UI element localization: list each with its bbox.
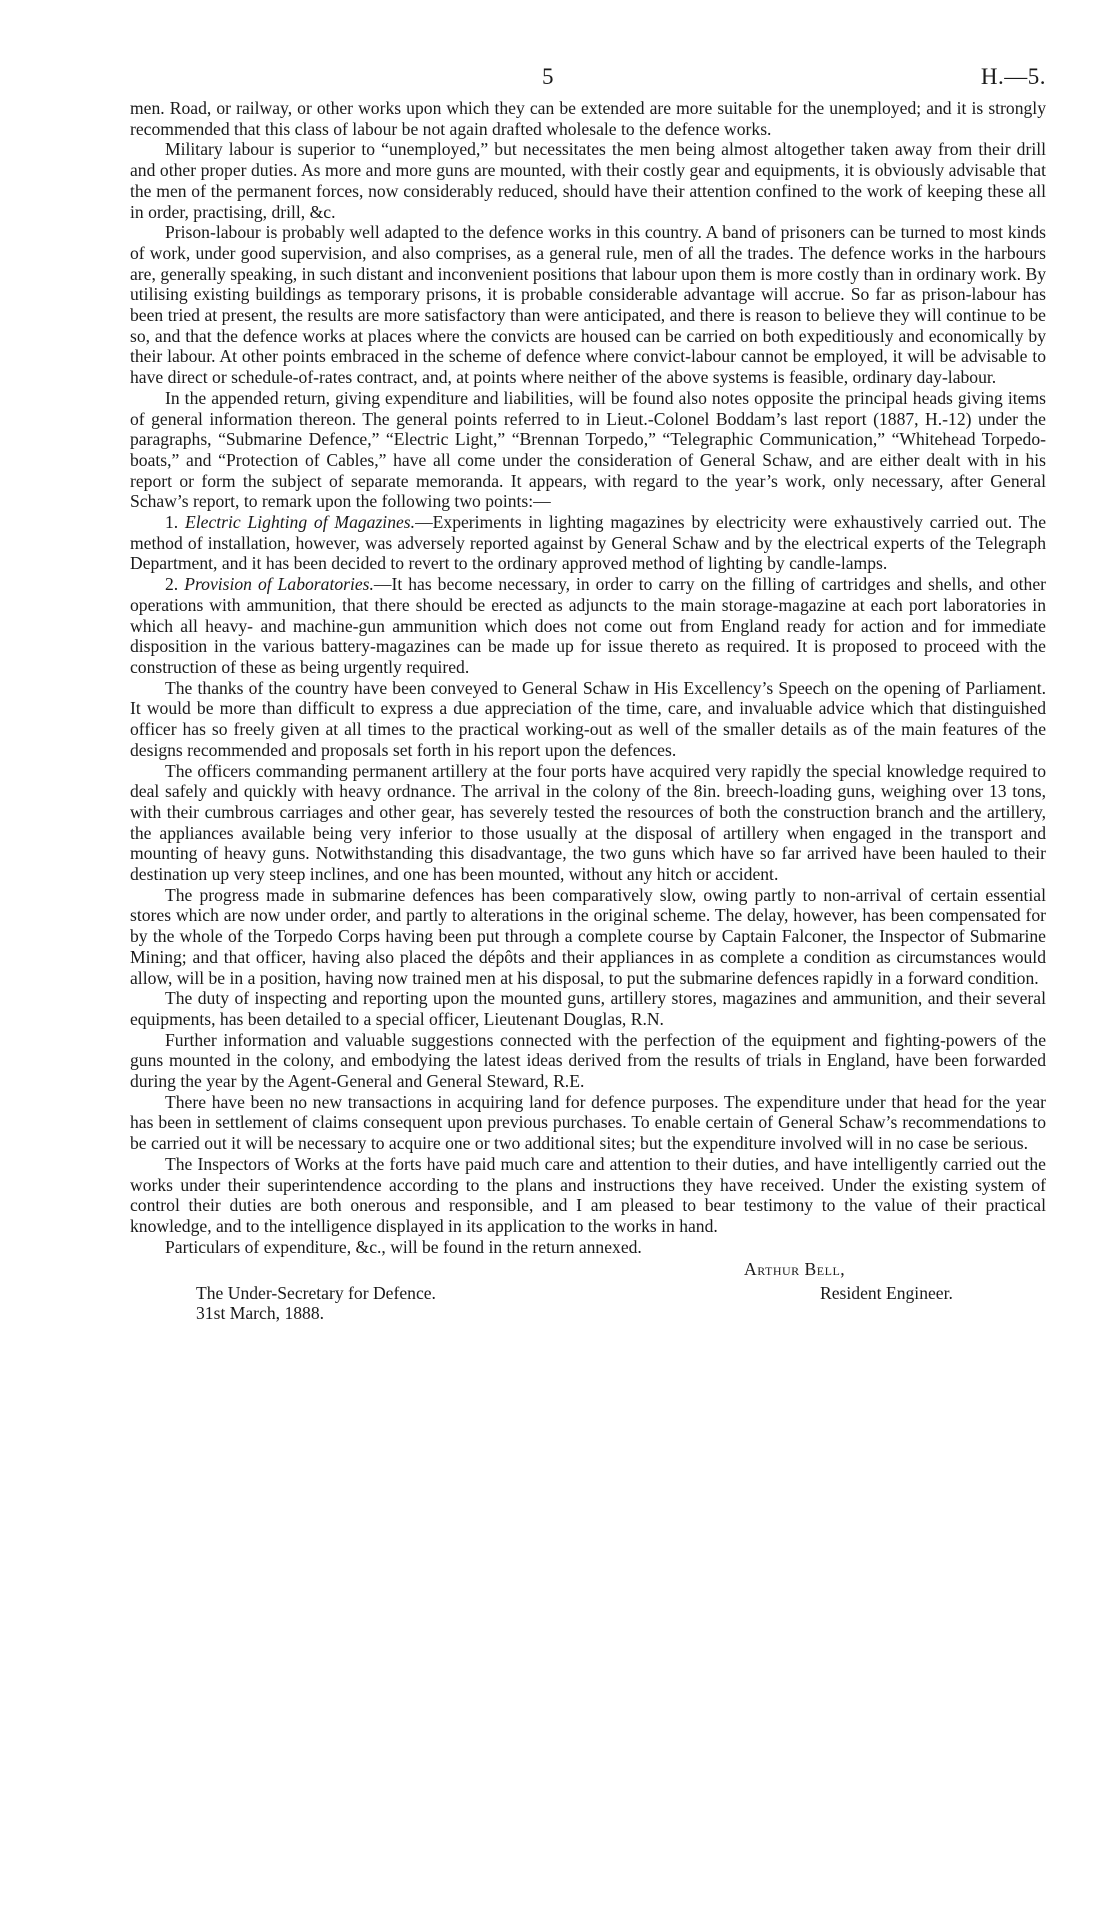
paragraph-permanent-artillery: The officers commanding permanent artillery at the four ports have acquired very rapidly the special knowledge required to deal safely and quickly with heavy ordnance. The arrival in the colony of the 8in. breech-loading guns, weighing over 13 tons, with their cumbrous carriages and other gear, has severely tested the resources of both the construction branch and the artillery, the appliances available being very inferior to those usually at the disposal of artillery when engaged in the transport and mounting of heavy guns. Notwithstanding this disadvantage, the two guns which have so far arrived have been hauled to their destination up very steep inclines, and one has been mounted, without any hitch or accident. (130, 760, 1046, 885)
point-text: —Experiments in lighting magazines by electricity were exhaustively carried out. The method of installation, however, was adversely reported against by General Schaw and by the electrical experts of the Telegraph Department, and it has been decided to revert to the ordinary approved method of lighting by candle-lamps. (130, 512, 1047, 574)
addressee: The Under-Secretary for Defence. (196, 1283, 436, 1304)
paper-reference: H.—5. (980, 64, 1046, 89)
paragraph-submarine-defences: The progress made in submarine defences has been comparatively slow, owing partly to non-arrival of certain essential stores which are now under order, and partly to alterations in the original scheme. The delay, however, has been compensated for by the whole of the Torpedo Corps having been put through a complete course by Captain Falconer, the Inspector of Submarine Mining; and that officer, having also placed the dépôts and their appliances in as complete a condition as circumstances would allow, will be in a position, having now trained men at his disposal, to put the submarine defences rapidly in a forward condition. (130, 884, 1046, 988)
point-electric-lighting (130, 512, 1046, 574)
point-laboratories (130, 574, 1046, 678)
paragraph-inspectors-of-works: The Inspectors of Works at the forts have paid much care and attention to their duties, and have intelligently carried out the works under their superintendence according to the plans and instructions they have received. Under the existing system of control their duties are both onerous and responsible, and I am pleased to bear testimony to the value of their practical knowledge, and to the intelligence displayed in its application to the works in hand. (130, 1153, 1046, 1236)
page-number: 5 (542, 64, 554, 89)
paragraph-prison-labour: Prison-labour is probably well adapted to the defence works in this country. A band of prisoners can be turned to most kinds of work, under good supervision, and also comprises, as a general rule, men of all the trades. The defence works in the harbours are, generally speaking, in such distant and inconvenient positions that labour upon them is more costly than in ordinary work. By utilising existing buildings as temporary prisons, it is probable considerable advantage will accrue. So far as prison-labour has been tried at present, the results are more satisfactory than were anticipated, and there is reason to believe they will continue to be so, and that the defence works at places where the convicts are housed can be carried on both expeditiously and economically by their labour. At other points embraced in the scheme of defence where convict-labour cannot be employed, it will be advisable to have direct or schedule-of-rates contract, and, at points where neither of the above systems is feasible, ordinary day-labour. (130, 222, 1046, 388)
paragraph-appended-return: In the appended return, giving expenditure and liabilities, will be found also notes opposite the principal heads giving items of general information thereon. The general points referred to in Lieut.-Colonel Boddam’s last report (1887, H.-12) under the paragraphs, “Submarine Defence,” “Electric Light,” “Brennan Torpedo,” “Telegraphic Communication,” “Whitehead Torpedoboats,” and “Protection of Cables,” have all come under the consideration of General Schaw, and are either dealt with in his report or form the subject of separate memoranda. It appears, with regard to the year’s work, only necessary, after General Schaw’s report, to remark upon the following two points:— (130, 387, 1046, 512)
paragraph-military-labour: Military labour is superior to “unemployed,” but necessitates the men being almost altogether taken away from their drill and other proper duties. As more and more guns are mounted, with their costly gear and equipments, it is obviously advisable that the men of the permanent forces, now considerably reduced, should have their attention confined to the work of keeping these all in order, practising, drill, &c. (130, 139, 1046, 222)
point-title: Electric Lighting of Magazines. (185, 512, 416, 533)
document-page (130, 64, 1046, 1323)
page-header (130, 64, 1046, 98)
signatory-title: Resident Engineer. (820, 1283, 953, 1304)
point-number: 1. (165, 512, 179, 533)
document-date: 31st March, 1888. (196, 1303, 325, 1324)
point-text: —It has become necessary, in order to carry on the filling of cartridges and shells, and other operations with ammunition, that there should be erected as adjuncts to the main storage-magazine at each port laboratories in which all heavy- and machine-gun ammunition which does not come out from England ready for action and for immediate disposition in the various battery-magazines can be made up for issue thereto as required. It is proposed to proceed with the construction of these as being urgently required. (130, 574, 1046, 677)
paragraph-land-acquisition: There have been no new transactions in acquiring land for defence purposes. The expenditure under that head for the year has been in settlement of claims consequent upon previous purchases. To enable certain of General Schaw’s recommendations to be carried out it will be necessary to acquire one or two additional sites; but the expenditure involved will in no case be serious. (130, 1091, 1046, 1154)
point-number: 2. (165, 574, 179, 595)
paragraph-unemployed-labour: men. Road, or railway, or other works upon which they can be extended are more suitable for the unemployed; and it is strongly recommended that this class of labour be not again drafted wholesale to the defence works. (130, 98, 1046, 139)
paragraph-particulars: Particulars of expenditure, &c., will be found in the return annexed. (165, 1236, 642, 1257)
paragraph-further-information: Further information and valuable suggestions connected with the perfection of the equipment and fighting-powers of the guns mounted in the colony, and embodying the latest ideas derived from the results of trials in England, have been forwarded during the year by the Agent-General and General Steward, R.E. (130, 1029, 1046, 1092)
signature-block (130, 1257, 1046, 1323)
point-title: Provision of Laboratories. (184, 574, 374, 595)
document-body (130, 98, 1046, 1257)
paragraph-thanks-general-schaw: The thanks of the country have been conveyed to General Schaw in His Excellency’s Speech on the opening of Parliament. It would be more than difficult to express a due appreciation of the time, care, and invaluable advice which that distinguished officer has so freely given at all times to the practical working-out as well of the smaller details as of the main features of the designs recommended and proposals set forth in his report upon the defences. (130, 677, 1046, 760)
paragraph-inspection-duty: The duty of inspecting and reporting upon the mounted guns, artillery stores, magazines and ammunition, and their several equipments, has been detailed to a special officer, Lieutenant Douglas, R.N. (130, 988, 1046, 1029)
signatory-name: Arthur Bell, (744, 1259, 846, 1280)
